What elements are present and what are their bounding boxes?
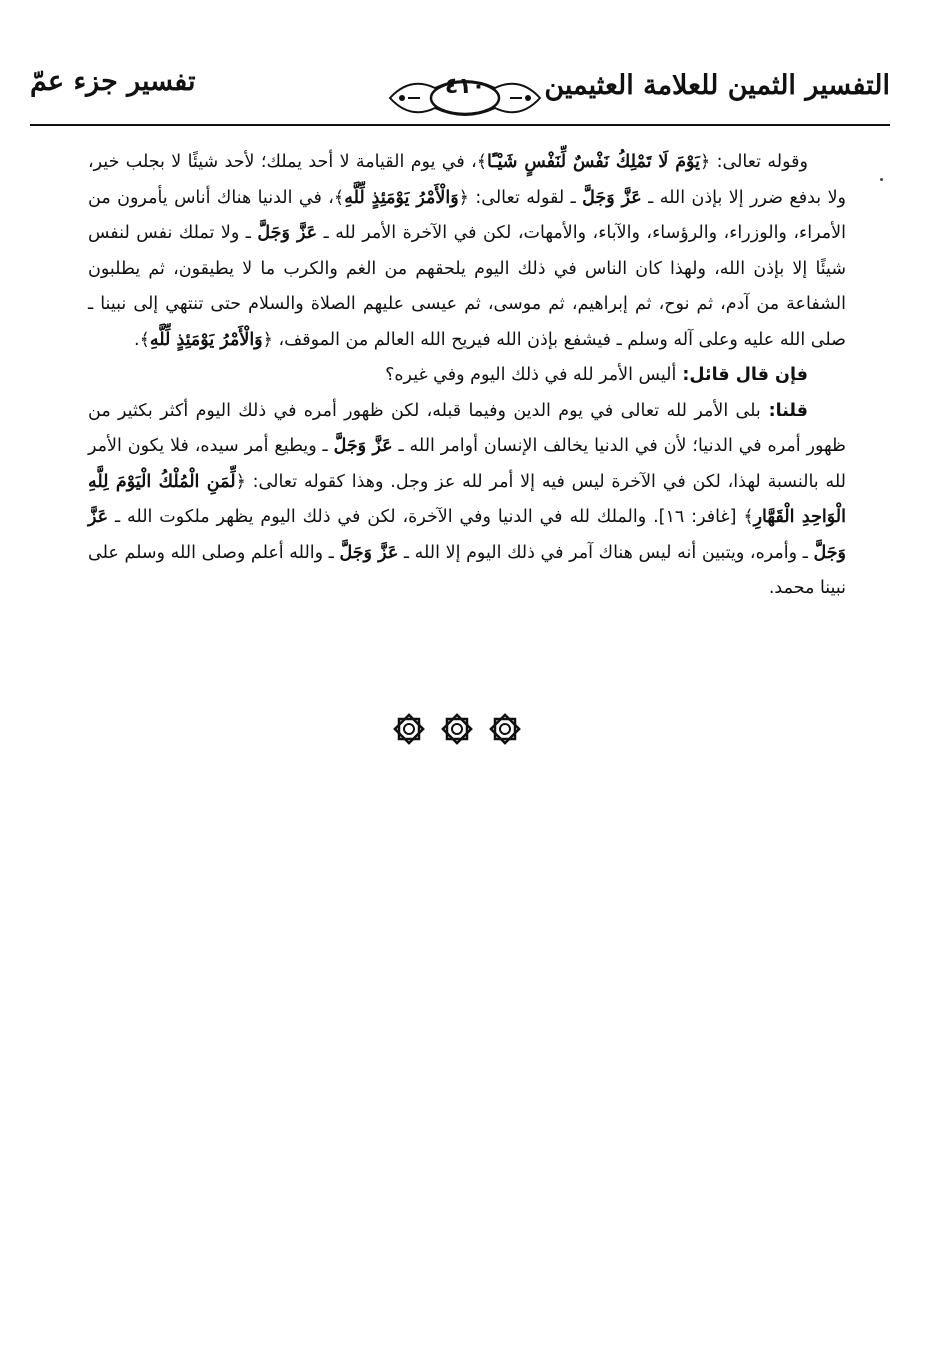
paragraph-2 [88,358,846,394]
quran-verse: وَالْأَمْرُ يَوْمَئِذٍ لِّلَّهِ [149,329,263,350]
text-run: أليس الأمر لله في ذلك اليوم وفي غيره؟ [385,365,677,385]
quran-verse: وَالْأَمْرُ يَوْمَئِذٍ لِّلَّهِ [344,187,459,208]
section-end-ornaments [392,712,522,746]
text-run: ـ لقوله تعالى: [468,187,583,208]
page-header [30,62,890,132]
quran-bracket-close: ﴾ [333,187,345,208]
body-text [88,145,846,607]
quran-verse: لِّمَنِ الْمُلْكُ الْيَوْمَ لِلَّهِ الْوَاحِدِ الْقَهَّارِ [88,471,847,527]
header-rule [30,124,890,126]
eight-point-star-rosette-icon [392,712,426,746]
honorific: عَزَّ وَجَلَّ [582,187,642,208]
text-run: ، في يوم القيامة لا أحد يملك؛ لأحد شيئًا لا بجلب خير، ولا بدفع ضرر إلا بإذن الله ـ [88,152,846,208]
honorific: عَزَّ وَجَلَّ [257,223,318,243]
text-run: بلى الأمر لله تعالى في يوم الدين وفيما قبله، لكن ظهور أمره في ذلك اليوم أكثر بكثير من ظهور أمره في الدنيا؛ لأن في الدنيا يخالف الإنسان أوامر الله ـ [88,400,846,456]
quran-bracket-open: ﴿ [235,471,246,492]
quran-bracket-close: ﴾ [743,507,754,527]
eight-point-star-rosette-icon [440,712,474,746]
honorific: عَزَّ وَجَلَّ [333,436,393,456]
honorific: عَزَّ وَجَلَّ [88,507,846,563]
quran-bracket-open: ﴿ [699,152,711,172]
text-run: ـ ولا تملك نفس لنفس شيئًا إلا بإذن الله، ولهذا كان الناس في ذلك اليوم يلحقهم من الغم والكرب ما لا يطيقون، ثم يطلبون الشفاعة من آدم، ثم نوح، ثم إبراهيم، ثم موسى، ثم عيسى عليهم الصلاة والسلام حتى تنتهي إلى نبينا ـ صلى الله عليه وعلى آله وسلم ـ فيشفع بإذن الله فيريح الله العالم من الموقف، [88,223,846,350]
quran-bracket-close: ﴾ [139,329,150,350]
text-run: ـ وأمره، ويتبين أنه ليس هناك آمر في ذلك اليوم إلا الله ـ [398,542,814,563]
part-title: تفسير جزء عمّ [30,66,196,97]
book-title: التفسير الثمين للعلامة العثيمين [544,70,890,101]
text-run: ـ والله أعلم وصلى الله وسلم على نبينا محمد. [88,542,846,598]
quran-bracket-open: ﴿ [458,187,469,208]
page-number: ٤١٠ [444,74,486,99]
quran-verse: يَوْمَ لَا تَمْلِكُ نَفْسٌ لِّنَفْسٍ شَيْـًٔا [487,152,700,172]
paragraph-1 [88,145,846,358]
quran-bracket-open: ﴿ [262,329,273,350]
text-run: . [134,329,140,350]
text-run: وقوله تعالى: [710,152,808,172]
text-run: ، في الدنيا هناك أناس يأمرون من الأمراء، والوزراء، والرؤساء، والآباء، والأمهات، لكن في الآخرة الأمر لله ـ [88,187,846,243]
question-lead: فإن قال قائل: [676,365,808,385]
margin-mark [880,178,883,181]
answer-lead: قلنا: [760,400,808,421]
honorific: عَزَّ وَجَلَّ [339,542,399,563]
eight-point-star-rosette-icon [488,712,522,746]
text-run: [غافر: ١٦]. والملك لله في الدنيا وفي الآخرة، لكن في ذلك اليوم يظهر ملكوت الله ـ [108,507,744,527]
quran-bracket-close: ﴾ [476,152,488,172]
text-run: ـ ويطيع أمر سيده، فلا يكون الأمر لله بالنسبة لهذا، لكن في الآخرة ليس فيه إلا أمر لله عز وجل. وهذا كقوله تعالى: [88,436,847,492]
paragraph-3 [88,394,846,607]
